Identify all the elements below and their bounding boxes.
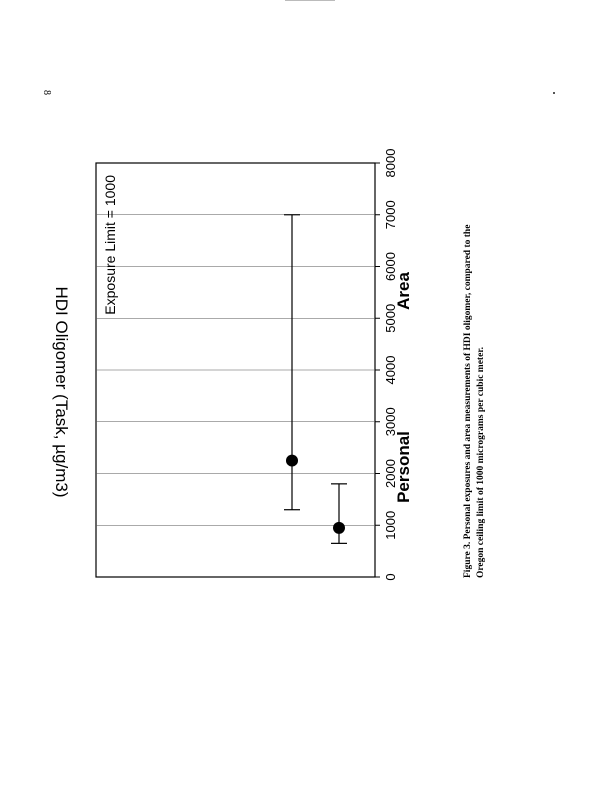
figure-caption <box>462 158 488 578</box>
tick-label: 3000 <box>383 407 398 437</box>
tick-label: 8000 <box>383 148 398 178</box>
x-axis-labels <box>394 272 413 503</box>
tick-label: 7000 <box>383 200 398 230</box>
error-bars <box>284 215 347 544</box>
y-axis-label: HDI Oligomer (Task, µg/m3) <box>52 286 71 498</box>
caption-line-2: Oregon ceiling limit of 1000 micrograms per cubic meter. <box>476 346 486 578</box>
page-number: 8 <box>41 90 52 95</box>
category-label: Area <box>394 272 413 310</box>
exposure-limit-annotation: Exposure Limit = 1000 <box>102 175 118 315</box>
tick-label: 4000 <box>383 355 398 385</box>
caption-line-1: Figure 3. Personal exposures and area measurements of HDI oligomer, compared to the <box>463 224 473 578</box>
chart-rotated-group <box>52 149 413 581</box>
data-point-area <box>286 455 298 467</box>
category-label: Personal <box>394 431 413 503</box>
data-point-personal <box>333 522 345 534</box>
y-axis-ticks <box>375 149 398 581</box>
tick-label: 2000 <box>383 459 398 488</box>
tick-label: 0 <box>383 573 398 581</box>
tick-label: 5000 <box>383 303 398 333</box>
tick-label: 1000 <box>383 510 398 540</box>
gridlines <box>96 215 375 526</box>
data-points <box>286 455 345 534</box>
tick-label: 6000 <box>383 252 398 281</box>
